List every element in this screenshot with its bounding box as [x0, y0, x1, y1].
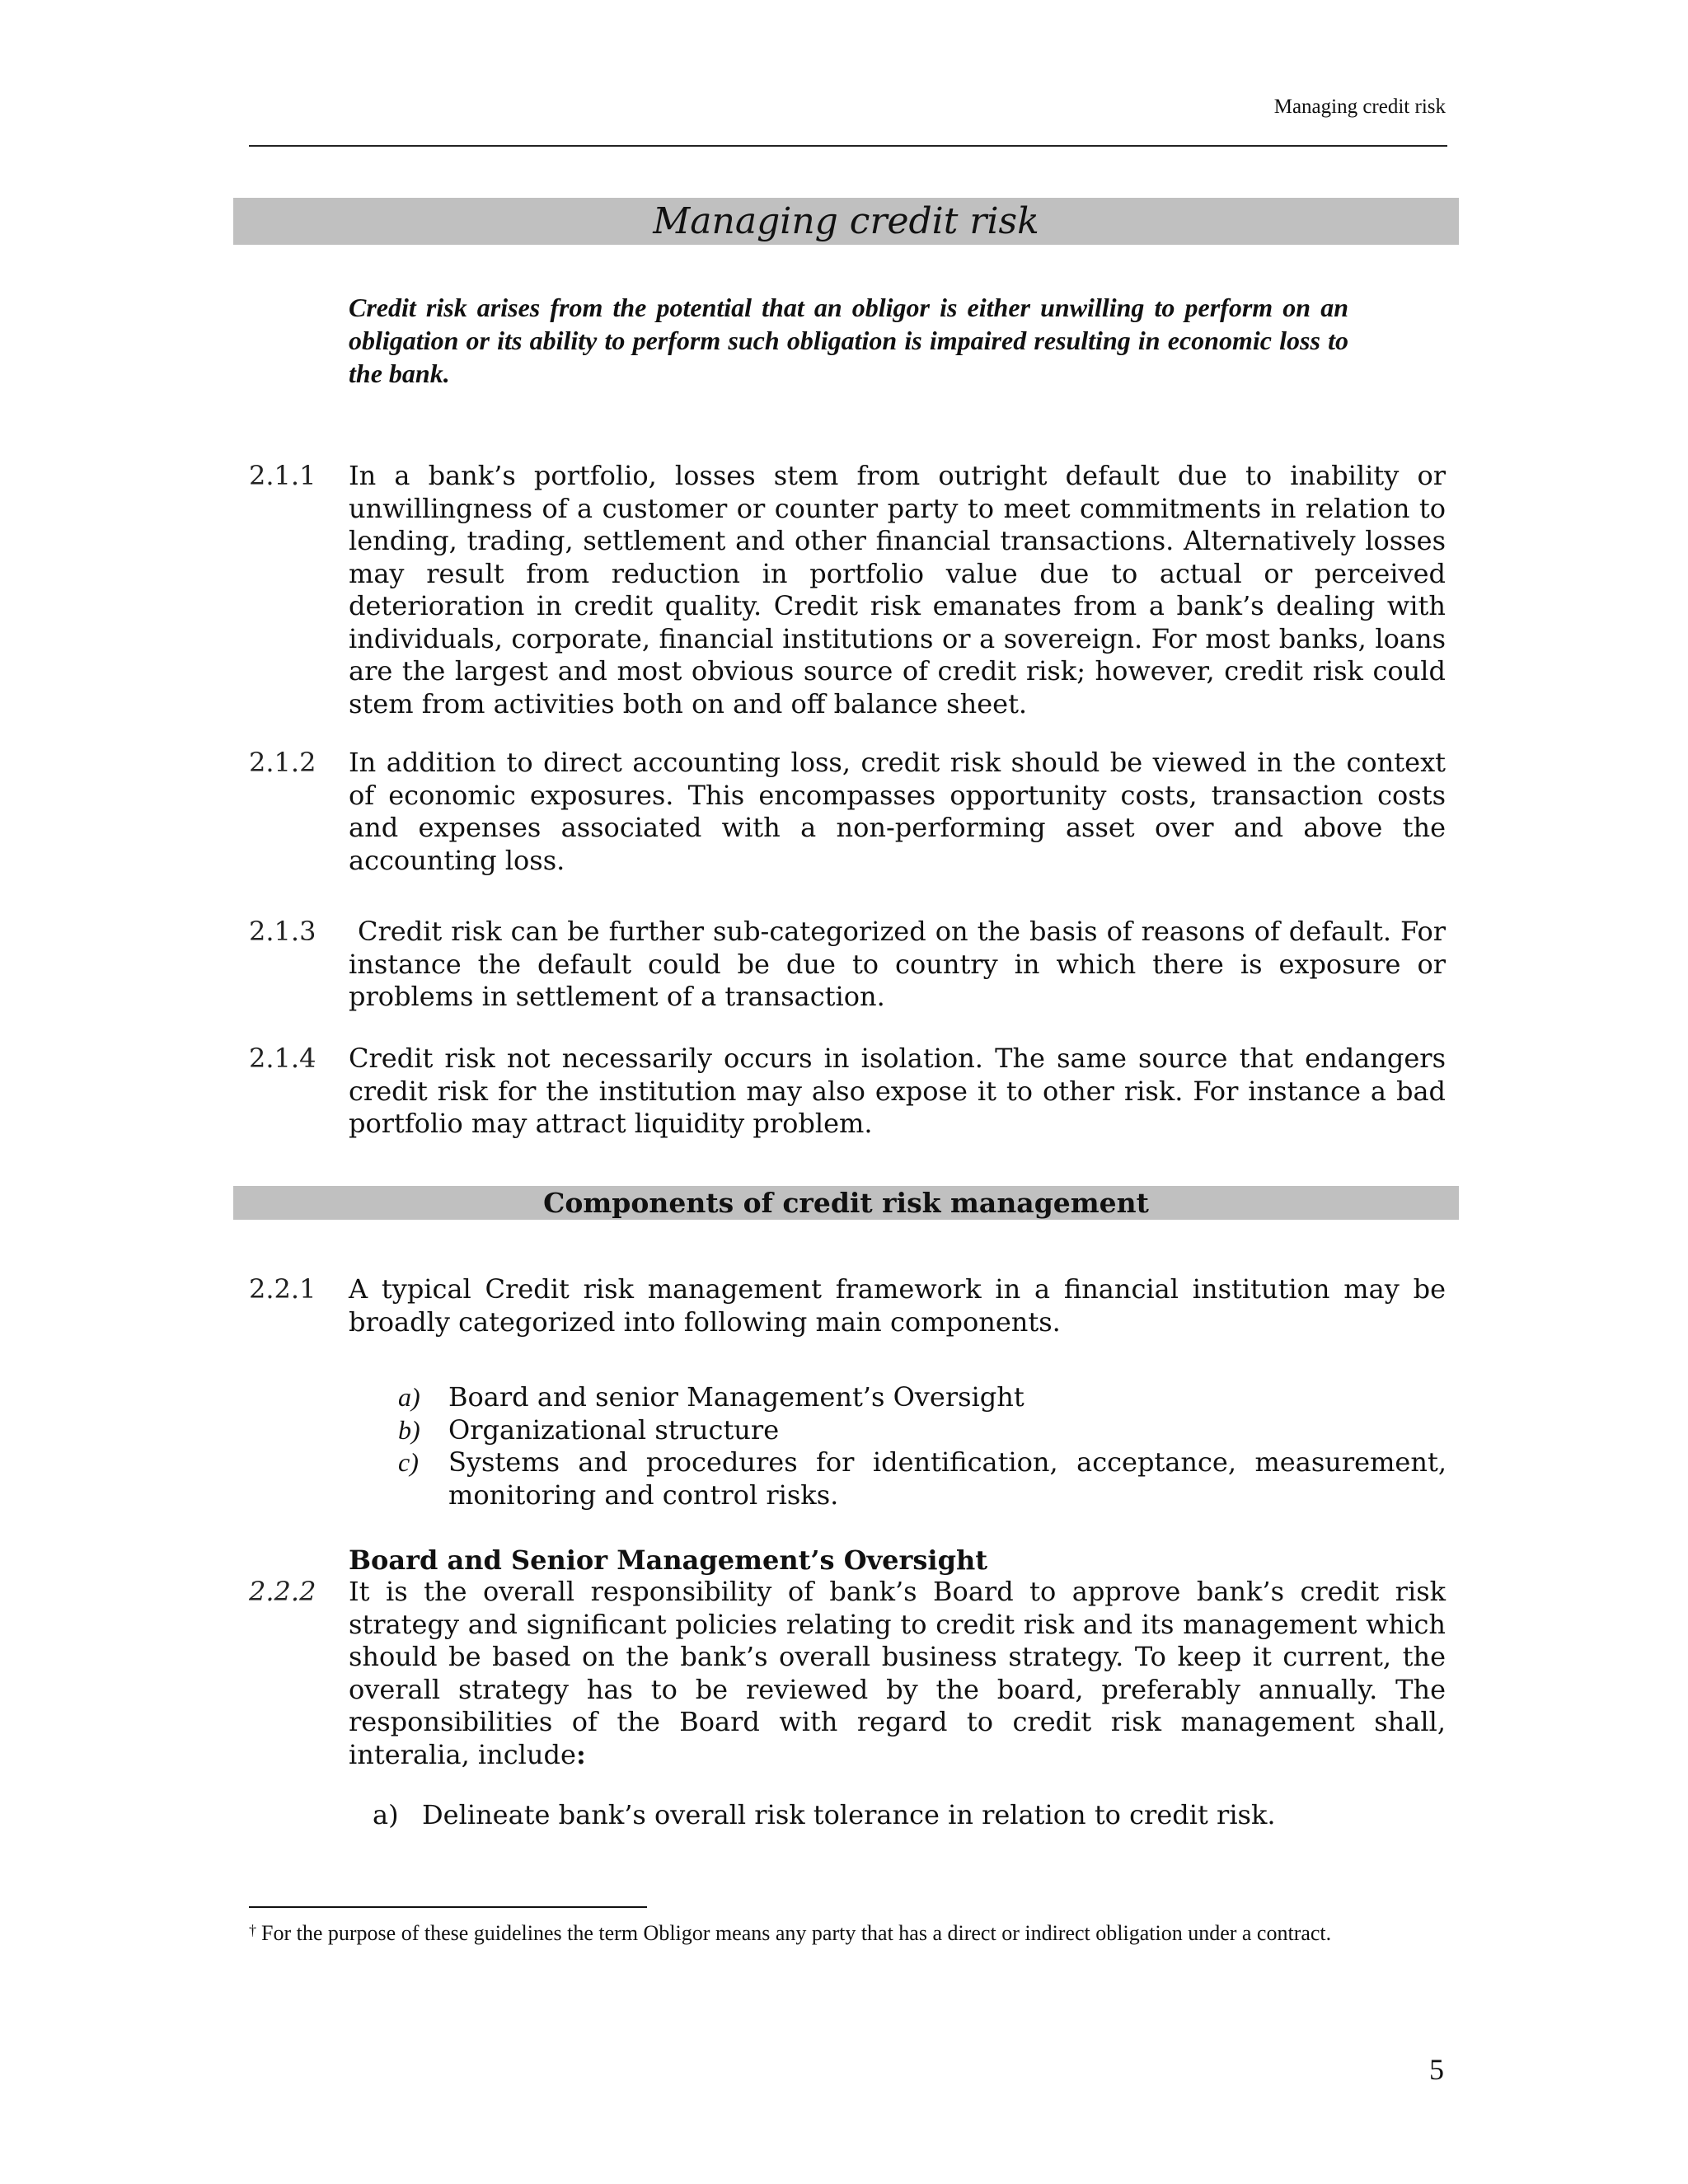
- paragraph-2-1-4: [249, 1043, 1446, 1141]
- oversight-colon: :: [575, 1738, 586, 1770]
- paragraph-number: 2.2.2: [249, 1576, 316, 1607]
- paragraph-number: 2.1.1: [249, 460, 316, 491]
- components-title-band: [233, 1186, 1459, 1220]
- footnote: [249, 1919, 1446, 1948]
- paragraph-2-2-1: [249, 1273, 1446, 1338]
- list-item-text: Systems and procedures for identification, acceptance, measurement, monitoring and control risks.: [448, 1446, 1447, 1511]
- list-item-label: a): [398, 1382, 420, 1412]
- list-item: [398, 1414, 1447, 1447]
- paragraph-text: A typical Credit risk management framework in a financial institution may be broadly categorized into following main components.: [349, 1273, 1446, 1338]
- header-rule: [249, 145, 1447, 147]
- list-item: [398, 1446, 1447, 1511]
- paragraph-2-2-2: [249, 1576, 1446, 1771]
- oversight-text: It is the overall responsibility of bank’s Board to approve bank’s credit risk strategy and significant policies relating to credit risk and its management which should be based on the bank’s overall business strategy. To keep it current, the overall strategy has to be reviewed by the board, preferably annually. The responsibilities of the Board with regard to credit risk management shall, interalia, include: [349, 1576, 1446, 1770]
- paragraph-2-1-1: [249, 460, 1446, 720]
- paragraph-number: 2.2.1: [249, 1273, 316, 1305]
- section-title-band: [233, 198, 1459, 245]
- paragraph-text: In addition to direct accounting loss, credit risk should be viewed in the context of economic exposures. This encompasses opportunity costs, transaction costs and expenses associated with a non-performing asset over and above the accounting loss.: [349, 747, 1446, 876]
- oversight-heading: Board and Senior Management’s Oversight: [349, 1544, 987, 1576]
- page-number: 5: [1429, 2053, 1444, 2086]
- list-item-label: a): [373, 1799, 399, 1830]
- paragraph-2-1-3: [249, 916, 1455, 1014]
- paragraph-number: 2.1.4: [249, 1043, 316, 1074]
- intro-definition: Credit risk arises from the potential that an obligor is either unwilling to perform on an obligation or its ability to perform such obligation is impaired resulting in economic loss to the bank.: [349, 293, 1348, 388]
- list-item-label: c): [398, 1447, 419, 1477]
- list-item-text: Delineate bank’s overall risk tolerance in relation to credit risk.: [422, 1799, 1276, 1830]
- footnote-text: For the purpose of these guidelines the term Obligor means any party that has a direct or indirect obligation under a contract.: [261, 1921, 1332, 1945]
- running-header: Managing credit risk: [1273, 96, 1446, 118]
- list-item-text: Organizational structure: [448, 1413, 780, 1446]
- paragraph-text: In a bank’s portfolio, losses stem from outright default due to inability or unwillingness of a customer or counter party to meet commitments in relation to lending, trading, settlement and other financial transactions. Alternatively losses may result from reduction in portfolio value due to actual or perceived deterioration in credit quality. Credit risk emanates from a bank’s dealing with individuals, corporate, financial institutions or a sovereign. For most banks, loans are the largest and most obvious source of credit risk; however, credit risk could stem from activities both on and off balance sheet.: [349, 460, 1446, 719]
- components-list: [398, 1381, 1447, 1511]
- paragraph-text: Credit risk not necessarily occurs in isolation. The same source that endangers credit risk for the institution may also expose it to other risk. For instance a bad portfolio may attract liquidity problem.: [349, 1043, 1446, 1139]
- section-title: Managing credit risk: [653, 200, 1039, 242]
- footnote-rule: [249, 1906, 647, 1908]
- paragraph-number: 2.1.2: [249, 747, 316, 778]
- components-title: Components of credit risk management: [543, 1187, 1149, 1219]
- list-item-text: Board and senior Management’s Oversight: [448, 1381, 1025, 1413]
- responsibility-item: [373, 1798, 1444, 1831]
- footnote-marker: †: [249, 1922, 256, 1938]
- paragraph-number: 2.1.3: [249, 916, 316, 947]
- list-item: [398, 1381, 1447, 1414]
- paragraph-text: [349, 1576, 1446, 1771]
- paragraph-2-1-2: [249, 747, 1446, 877]
- list-item-label: b): [398, 1414, 420, 1445]
- paragraph-text: Credit risk can be further sub-categorized on the basis of reasons of default. For instance the default could be due to country in which there is exposure or problems in settlement of a transaction.: [349, 916, 1455, 1012]
